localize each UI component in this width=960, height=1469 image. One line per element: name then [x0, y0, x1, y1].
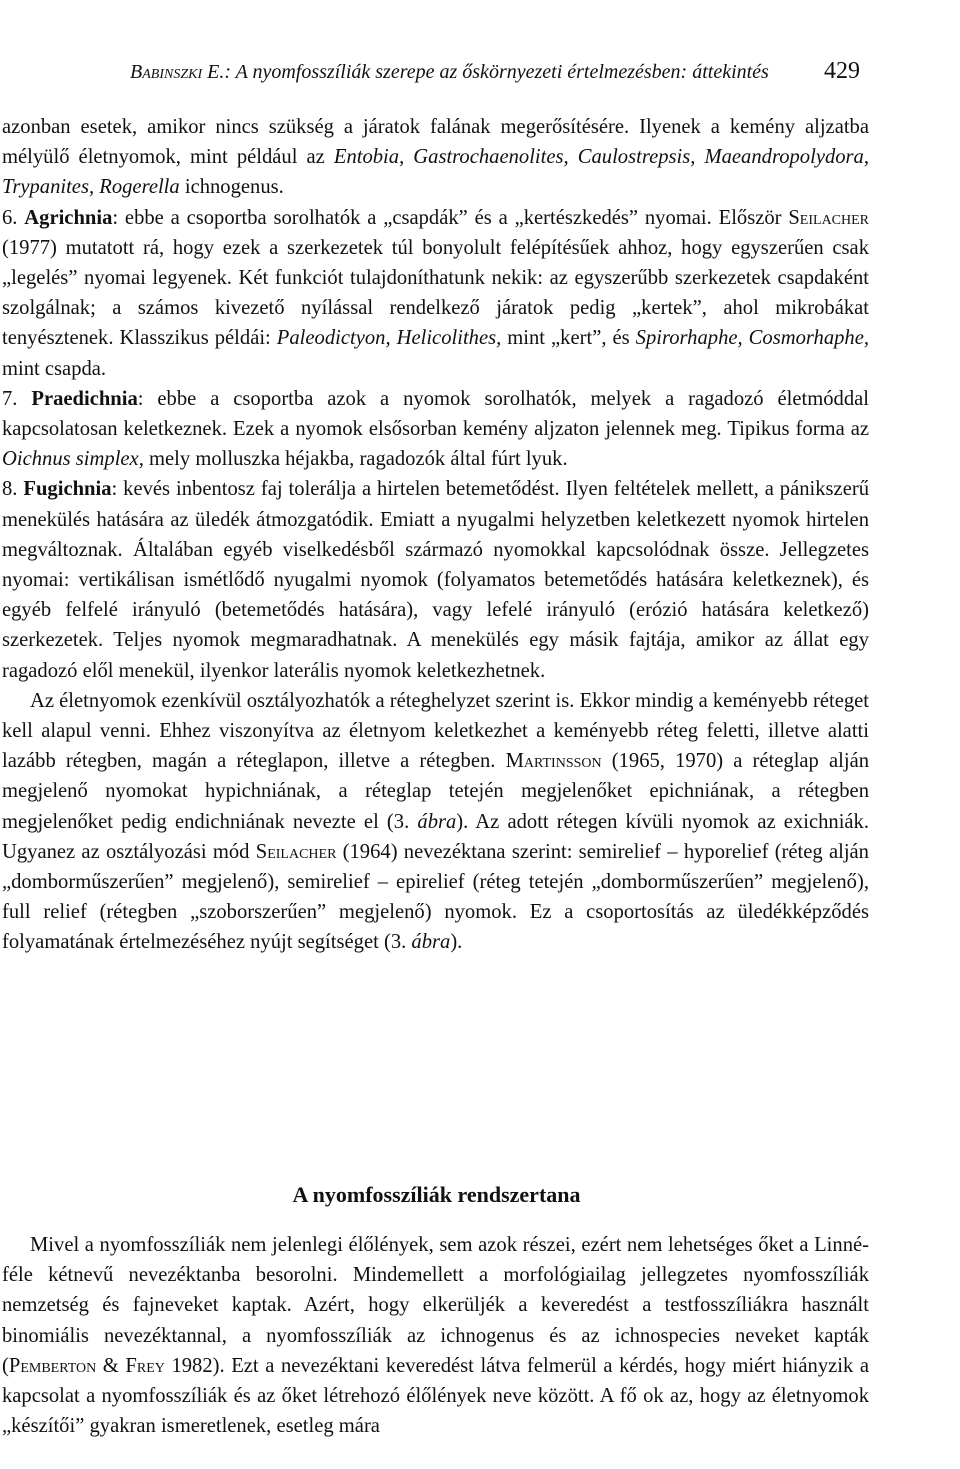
term-bold: Fugichnia [23, 478, 112, 501]
running-title [130, 61, 769, 84]
body-text [2, 112, 869, 958]
author-citation: Frey [125, 1354, 165, 1377]
text-run: azonban esetek, amikor nincs szükség a járatok falának megerősítésére. Ilyenek a kemény aljzatba mélyülő életnyomok, mint például az [2, 116, 869, 169]
paragraph-continuation [2, 112, 869, 203]
author-citation: Seilacher [788, 206, 870, 229]
article-title: : A nyomfosszíliák szerepe az őskörnyezeti értelmezésben: áttekintés [224, 61, 769, 83]
text-run: : ebbe a csoportba azok a nyomok sorolhatók, melyek a ragadozó életmóddal kapcsolatosan keletkeznek. Ezek a nyomok elsősorban kemény aljzaton jelennek meg. Tipikus forma az [2, 387, 870, 441]
term-bold: Agrichnia [24, 206, 113, 229]
text-run: : kevés inbentosz faj tolerálja a hirtelen betemetődést. Ilyen feltételek mellett, a pánikszerű menekülés hatására az üledék átmozgatódik. Emiatt a nyugalmi helyzetben keletkezett nyomok hirtelen megváltoznak. Általában egyéb viselkedésből származó nyomokkal kapcsolódnak össze. Jellegzetes nyomai: vertikálisan ismétlődő nyugalmi nyomok (folyamatos betemetődés hatására keletkeznek), és egyéb felfelé irányuló (betemetődés hatására), vagy lefelé irányuló (erózió hatására keletkező) szerkezetek. Teljes nyomok megmaradhatnak. A menekülés egy másik fajtája, amikor az állat egy ragadozó elől menekül, ilyenkor laterális nyomok keletkezhetnek. [2, 478, 869, 682]
section-heading: A nyomfosszíliák rendszertana [292, 1182, 581, 1207]
text-run: ichnogenus. [179, 176, 284, 199]
italic-run: Paleodictyon, Helicolithes, [276, 327, 502, 350]
item-number: 6. [2, 206, 25, 229]
text-run: Mivel a nyomfosszíliák nem jelenlegi élőlények, sem azok részei, ezért nem lehetséges őket a Linné-féle kétnevű nevezéktanba besorolni. Mindemellett a morfológiailag jellegzetes nyomfosszíliák nemzetség és fajneveket kaptak. Azért, hogy elkerüljék a keveredést a testfosszíliákra használt binomiális nevezéktannal, a nyomfosszíliák az ichnogenus és az ichnospecies neveket kapták ( [2, 1234, 869, 1377]
text-run: (1965, 1970) a réteglap alján megjelenő nyomokat hypichniának, a réteglap tetején megjelenőket epichniának, a rétegben megjelenőket pedig endichniának nevezte el (3. [2, 750, 870, 833]
author-citation: Pemberton [8, 1354, 97, 1377]
text-run: mint csapda. [2, 357, 107, 380]
italic-run: Oichnus simplex, [2, 448, 144, 471]
body-text-section [2, 1230, 869, 1441]
text-run: & [96, 1354, 126, 1377]
italic-run: Spirorhaphe, Cosmorhaphe, [635, 327, 869, 350]
paragraph-layer-position [2, 686, 869, 958]
paragraph-agrichnia [2, 203, 869, 384]
figure-ref: ábra [417, 810, 457, 833]
paragraph-praedichnia [2, 384, 869, 475]
figure-ref: ábra [411, 931, 451, 954]
italic-run: Entobia, Gastrochaenolites, Caulostrepsis, Maeandropolydora, Trypanites, Rogerella [2, 146, 870, 199]
text-run: ). [450, 931, 463, 954]
paragraph-taxonomy [2, 1230, 869, 1441]
author-name: Babinszki E. [130, 61, 225, 83]
running-head [130, 58, 860, 98]
text-run: : ebbe a csoportba sorolhatók a „csapdák” és a „kertészkedés” nyomai. Először [112, 206, 789, 229]
page-number: 429 [824, 58, 860, 84]
term-bold: Praedichnia [31, 387, 138, 410]
author-citation: Seilacher [255, 840, 337, 863]
text-run: mint „kert”, és [501, 327, 636, 350]
text-run: (1977) mutatott rá, hogy ezek a szerkezetek túl bonyolult felépítésűek ahhoz, hogy egyszerűen csak „legelés” nyomai legyenek. Két funkciót tulajdoníthatunk nekik: az egyszerűbb szerkezetek csapdaként szolgálnak; a számos kivezető nyílással rendelkező járatok pedig „kertek”, ahol mikrobákat tenyésztenek. Klasszikus példái: [2, 236, 869, 350]
text-run: (1964) nevezéktana szerint: semirelief – hyporelief (réteg alján „domborműszerűen” megjelenő), semirelief – epirelief (réteg tetején „domborműszerűen” megjelenő), full relief (rétegben „szoborszerűen” megjelenő) nyomok. Ez a csoportosítás az üledékképződés folyamatának értelmezéséhez nyújt segítséget (3. [2, 840, 869, 954]
text-run: mely molluszka héjakba, ragadozók által fúrt lyuk. [143, 448, 568, 471]
text-run: ). Az adott rétegen kívüli nyomok az exichniák. Ugyanez az osztályozási mód [2, 810, 870, 863]
author-citation: Martinsson [505, 750, 602, 773]
paragraph-fugichnia [2, 474, 869, 685]
item-number: 8. [2, 478, 24, 501]
item-number: 7. [2, 387, 32, 410]
text-run: Az életnyomok ezenkívül osztályozhatók a réteghelyzet szerint is. Ekkor mindig a keményebb réteget kell alapul venni. Ehhez viszonyítva az életnyom keletkezhet a keményebb réteg feletti, illetve alatti lazább rétegben, magán a réteglapon, illetve a rétegben. [2, 689, 869, 773]
text-run: 1982). Ezt a nevezéktani keveredést látva felmerül a kérdés, hogy miért hiányzik a kapcsolat a nyomfosszíliák és az őket létrehozó élőlények neve között. A fő ok az, hogy az életnyomok „készítői” gyakran ismeretlenek, esetleg mára [2, 1354, 869, 1438]
